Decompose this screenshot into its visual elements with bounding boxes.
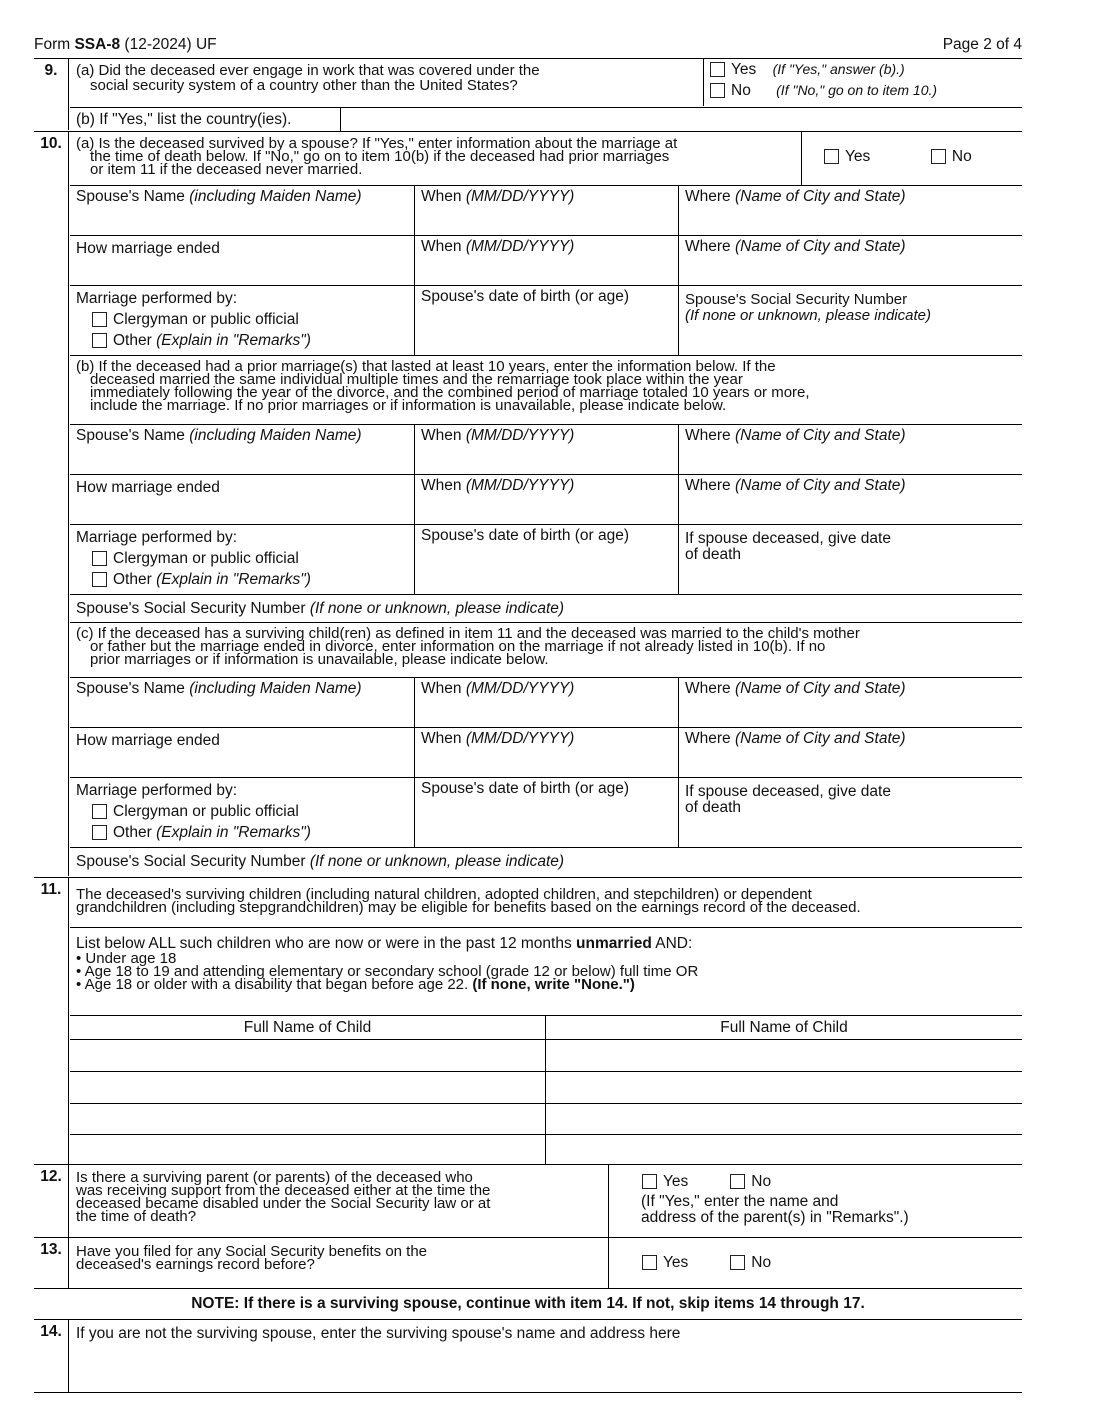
question-line: (a) Did the deceased ever engage in work that was covered under the [76, 62, 540, 79]
other-checkbox[interactable] [92, 333, 107, 348]
intro-line: The deceased's surviving children (including natural children, adopted children, and stepchildren) or dependent [76, 886, 812, 903]
item-9b-label: (b) If "Yes," list the country(ies). [76, 111, 292, 128]
form-header [34, 34, 1022, 56]
field-label-note: (If none or unknown, please indicate) [309, 853, 565, 870]
field-label-note: (including Maiden Name) [189, 188, 362, 205]
field-label: Marriage performed by: [76, 782, 238, 799]
how-ended-field[interactable] [70, 236, 414, 285]
yes-checkbox[interactable] [642, 1255, 657, 1270]
prior-spouse-name-field[interactable] [70, 425, 414, 474]
field-label: When [421, 238, 466, 255]
field-label: Spouse's date of birth (or age) [421, 527, 630, 544]
field-label: How marriage ended [76, 240, 220, 257]
item-10c-instructions [70, 622, 1022, 677]
other-note: (Explain in "Remarks") [156, 824, 311, 841]
item-14 [34, 1319, 1022, 1393]
clergyman-label: Clergyman or public official [113, 803, 299, 820]
child-name-field[interactable] [70, 1104, 545, 1134]
field-label: If you are not the surviving spouse, enter the surviving spouse's name and address here [76, 1325, 681, 1342]
field-label-note: (Name of City and State) [734, 477, 906, 494]
field-label-note: (Name of City and State) [734, 680, 906, 697]
criteria-lead: List below ALL such children who are now or were in the past 12 months [76, 935, 577, 952]
field-label: When [421, 188, 466, 205]
column-header: Full Name of Child [243, 1019, 372, 1036]
no-label: No [731, 82, 751, 99]
no-note: (If "No," go on to item 10.) [776, 82, 938, 98]
clergyman-checkbox[interactable] [92, 312, 107, 327]
no-checkbox[interactable] [730, 1174, 745, 1189]
marriage-date-field[interactable] [414, 186, 678, 235]
note-divider [34, 1288, 1022, 1289]
yes-label: Yes [663, 1254, 689, 1271]
field-label-note: (MM/DD/YYYY) [465, 730, 575, 747]
form-edition: (12-2024) UF [120, 36, 217, 53]
field-label: of death [685, 799, 742, 816]
child-name-field[interactable] [70, 1135, 545, 1165]
no-label: No [751, 1173, 772, 1190]
child-name-field[interactable] [545, 1135, 1022, 1165]
performed-by-group [70, 286, 414, 355]
field-label-note: (Name of City and State) [734, 427, 906, 444]
field-label: Where [685, 188, 735, 205]
form-number: SSA-8 [74, 36, 121, 53]
yes-checkbox[interactable] [642, 1174, 657, 1189]
item-11 [34, 877, 1022, 1164]
child-name-field[interactable] [545, 1072, 1022, 1103]
item-9a-answer [703, 59, 1022, 106]
spouse-dob-field[interactable] [414, 286, 678, 355]
other-label: Other [113, 824, 157, 841]
yes-note: (If "Yes," answer (b).) [772, 61, 905, 77]
other-label: Other [113, 571, 157, 588]
field-label: When [421, 680, 466, 697]
question-line: Have you filed for any Social Security benefits on the [76, 1243, 428, 1260]
question-line: the time of death? [76, 1208, 197, 1225]
ended-place-field[interactable] [678, 236, 1022, 285]
instruction-line: immediately following the year of the divorce, and the combined period of marriage totaled 10 years or more, [90, 384, 810, 401]
field-label: Where [685, 730, 735, 747]
field-label-note: (If none or unknown, please indicate) [309, 600, 565, 617]
question-line: (a) Is the deceased survived by a spouse? If "Yes," enter information about the marriage at [76, 135, 678, 152]
field-label: Spouse's Social Security Number [76, 853, 310, 870]
criteria-text [70, 928, 1022, 1015]
field-label: Spouse's Name [76, 188, 190, 205]
prior-marriage-place-field[interactable] [678, 425, 1022, 474]
field-label: When [421, 427, 466, 444]
prior-marriage-date-field[interactable] [414, 425, 678, 474]
field-label: Spouse's Name [76, 427, 190, 444]
instruction-line: (b) If the deceased had a prior marriage(s) that lasted at least 10 years, enter the information below. If the [76, 358, 776, 375]
performed-by-row [70, 285, 1022, 355]
item-12-answer [608, 1165, 1022, 1237]
question-line: deceased became disabled under the Social Security law or at [76, 1195, 491, 1212]
field-label: How marriage ended [76, 479, 220, 496]
column-header: Full Name of Child [545, 1016, 1022, 1039]
item-11-criteria [70, 927, 1022, 1015]
question-line: social security system of a country other than the United States? [90, 77, 518, 94]
no-checkbox[interactable] [730, 1255, 745, 1270]
item-number: 9. [34, 59, 69, 130]
divorced-ended-date-field[interactable] [414, 728, 678, 777]
item-10c-text [70, 623, 1022, 677]
divorced-marriage-place-field[interactable] [678, 678, 1022, 727]
instruction-line: deceased married the same individual multiple times and the remarriage took place within the year [90, 371, 743, 388]
item-number: 12. [34, 1165, 69, 1237]
item-13 [34, 1237, 1022, 1288]
prior-performed-by-group [70, 525, 414, 594]
prior-spouse-dob-field[interactable] [414, 525, 678, 594]
item-9 [34, 58, 1022, 130]
no-label: No [951, 148, 972, 165]
field-label: If spouse deceased, give date [685, 530, 891, 547]
prior-spouse-ssn-field[interactable] [70, 595, 1022, 622]
field-label: Spouse's date of birth (or age) [421, 288, 630, 305]
no-label: No [751, 1254, 772, 1271]
item-10 [34, 131, 1022, 876]
other-checkbox[interactable] [92, 825, 107, 840]
item-number: 11. [34, 878, 69, 1164]
field-label-note: (including Maiden Name) [189, 680, 362, 697]
field-label: Where [685, 427, 735, 444]
other-label: Other [113, 332, 157, 349]
spouse-name-field[interactable] [70, 186, 414, 235]
question-line: the time of death below. If "No," go on to item 10(b) if the deceased had prior marriages [90, 148, 670, 165]
field-label: Where [685, 238, 735, 255]
divorced-ended-place-field[interactable] [678, 728, 1022, 777]
answer-note: (If "Yes," enter the name and [641, 1193, 839, 1210]
other-checkbox[interactable] [92, 572, 107, 587]
field-label: Where [685, 477, 735, 494]
item-10b-instructions [70, 355, 1022, 424]
field-label: Where [685, 680, 735, 697]
question-line: or item 11 if the deceased never married. [90, 161, 363, 178]
table-row [70, 1103, 1022, 1134]
child-name-field[interactable] [545, 1104, 1022, 1134]
children-table-header [70, 1015, 1022, 1039]
item-number: 13. [34, 1238, 69, 1288]
field-label-note: (including Maiden Name) [189, 427, 362, 444]
item-9b-row [70, 107, 1022, 131]
field-label-note: (If none or unknown, please indicate) [685, 307, 931, 324]
question-line: was receiving support from the deceased either at the time the [76, 1182, 491, 1199]
instruction-line: or father but the marriage ended in divorce, enter information on the marriage if not already listed in 10(b). If no [90, 638, 826, 655]
spouse-ssn-field[interactable] [678, 286, 1022, 355]
field-label: When [421, 730, 466, 747]
item-13-question [70, 1238, 608, 1288]
prior-ended-place-field[interactable] [678, 475, 1022, 524]
criteria-tail: AND: [651, 935, 693, 952]
question-line: deceased's earnings record before? [76, 1256, 315, 1273]
surviving-spouse-note: NOTE: If there is a surviving spouse, continue with item 14. If not, skip items 14 through 17. [191, 1295, 865, 1312]
prior-spouse-name-row [70, 424, 1022, 474]
criteria-bold: unmarried [576, 935, 652, 952]
field-label: Spouse's Social Security Number [76, 600, 310, 617]
field-label: Marriage performed by: [76, 290, 238, 307]
clergyman-checkbox[interactable] [92, 804, 107, 819]
table-row [70, 1134, 1022, 1165]
field-label-note: (MM/DD/YYYY) [465, 477, 575, 494]
divorced-spouse-ssn-row [70, 847, 1022, 877]
field-label: Spouse's Social Security Number [685, 291, 908, 308]
table-row [70, 1071, 1022, 1103]
item-13-answer [608, 1238, 1022, 1288]
instruction-line: (c) If the deceased has a surviving child(ren) as defined in item 11 and the deceased was married to the child's mother [76, 625, 860, 642]
criteria-bullet: • Age 18 or older with a disability that began before age 22. [76, 976, 473, 993]
item-11-intro [70, 886, 1022, 916]
field-label-note: (MM/DD/YYYY) [465, 188, 575, 205]
prior-how-ended-field[interactable] [70, 475, 414, 524]
divorced-spouse-death-date-field[interactable] [678, 778, 1022, 847]
marriage-place-field[interactable] [678, 186, 1022, 235]
field-label: Spouse's Name [76, 680, 190, 697]
no-checkbox[interactable] [931, 149, 946, 164]
marriage-ended-row [70, 235, 1022, 285]
field-label-note: (MM/DD/YYYY) [465, 680, 575, 697]
prior-spouse-ssn-row [70, 594, 1022, 622]
field-label: If spouse deceased, give date [685, 783, 891, 800]
no-checkbox[interactable] [710, 83, 725, 98]
field-label: How marriage ended [76, 732, 220, 749]
clergyman-checkbox[interactable] [92, 551, 107, 566]
field-label-note: (MM/DD/YYYY) [465, 427, 575, 444]
field-label: When [421, 477, 466, 494]
prior-spouse-death-date-field[interactable] [678, 525, 1022, 594]
divorced-performed-by-row [70, 777, 1022, 847]
yes-label: Yes [663, 1173, 689, 1190]
item-number: 14. [34, 1320, 69, 1392]
instruction-line: include the marriage. If no prior marriages or if information is unavailable, please indicate below. [90, 397, 727, 414]
criteria-bullet: • Age 18 to 19 and attending elementary or secondary school (grade 12 or below) full time OR [76, 963, 699, 980]
item-12-question [70, 1165, 608, 1237]
page-number: Page 2 of 4 [942, 36, 1022, 53]
divorced-how-ended-field[interactable] [70, 728, 414, 777]
yes-checkbox[interactable] [710, 62, 725, 77]
divorced-performed-by-group [70, 778, 414, 847]
surviving-spouse-name-address-field[interactable] [70, 1320, 1022, 1392]
divorced-spouse-name-field[interactable] [70, 678, 414, 727]
criteria-bullet: • Under age 18 [76, 950, 177, 967]
yes-label: Yes [731, 61, 757, 78]
other-note: (Explain in "Remarks") [156, 332, 311, 349]
item-10a-answer [801, 132, 1022, 185]
question-line: Is there a surviving parent (or parents) of the deceased who [76, 1169, 473, 1186]
field-label: Spouse's date of birth (or age) [421, 780, 630, 797]
field-label: of death [685, 546, 742, 563]
form-prefix: Form [34, 36, 75, 53]
prior-performed-by-row [70, 524, 1022, 594]
criteria-bullet-bold: (If none, write "None.") [472, 976, 635, 993]
yes-label: Yes [845, 148, 871, 165]
spouse-name-row [70, 185, 1022, 235]
yes-checkbox[interactable] [824, 149, 839, 164]
field-label-note: (Name of City and State) [734, 238, 906, 255]
divorced-spouse-dob-field[interactable] [414, 778, 678, 847]
clergyman-label: Clergyman or public official [113, 550, 299, 567]
clergyman-label: Clergyman or public official [113, 311, 299, 328]
field-label-note: (Name of City and State) [734, 188, 906, 205]
instruction-line: prior marriages or if information is unavailable, please indicate below. [90, 651, 549, 668]
prior-ended-date-field[interactable] [414, 475, 678, 524]
prior-marriage-ended-row [70, 474, 1022, 524]
item-10b-text [70, 356, 1022, 424]
other-note: (Explain in "Remarks") [156, 571, 311, 588]
divorced-spouse-ssn-field[interactable] [70, 848, 1022, 877]
country-field[interactable] [340, 108, 1022, 131]
child-name-field[interactable] [70, 1040, 545, 1071]
answer-note: address of the parent(s) in "Remarks".) [641, 1209, 909, 1226]
intro-line: grandchildren (including stepgrandchildren) may be eligible for benefits based on the earnings record of the deceased. [76, 899, 861, 916]
form-id [34, 36, 217, 54]
item-12 [34, 1164, 1022, 1237]
child-name-field[interactable] [70, 1072, 545, 1103]
field-label: Marriage performed by: [76, 529, 238, 546]
child-name-field[interactable] [545, 1040, 1022, 1071]
divorced-marriage-ended-row [70, 727, 1022, 777]
field-label-note: (MM/DD/YYYY) [465, 238, 575, 255]
table-row [70, 1039, 1022, 1071]
item-number: 10. [34, 132, 69, 876]
field-label-note: (Name of City and State) [734, 730, 906, 747]
divorced-spouse-name-row [70, 677, 1022, 727]
divorced-marriage-date-field[interactable] [414, 678, 678, 727]
ended-date-field[interactable] [414, 236, 678, 285]
